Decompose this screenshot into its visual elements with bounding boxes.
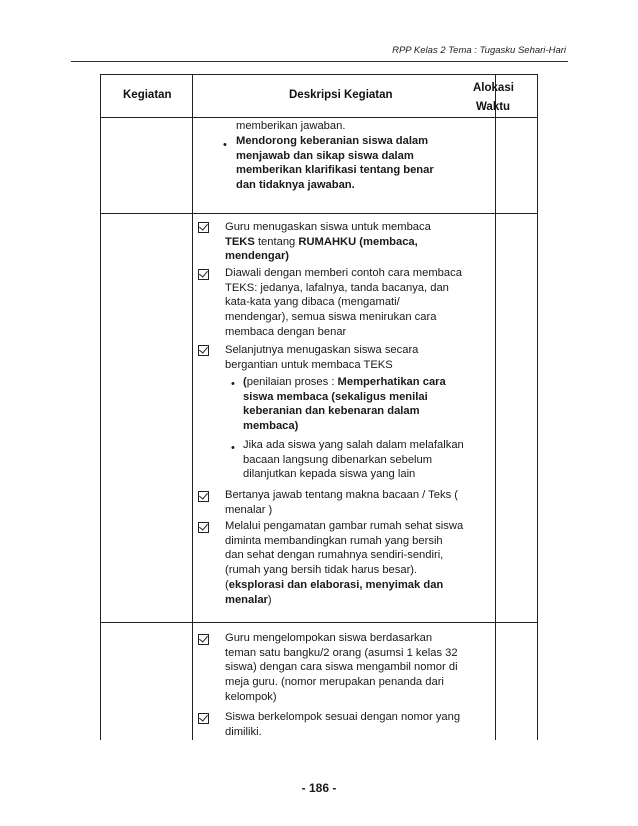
alokasi-line: Alokasi [473,82,514,94]
text-line: dan sehat dengan rumahnya sendiri-sendiri, [225,549,444,562]
text-line: teman satu bangku/2 orang (asumsi 1 kelas 32 [225,646,458,659]
bold-span: Memperhatikan cara [337,376,446,388]
text-line: Diawali dengan memberi contoh cara membaca [225,267,462,279]
text-line [225,593,495,608]
column-header-kegiatan: Kegiatan [123,89,172,101]
checkbox-icon [198,713,209,724]
row-divider [101,622,537,623]
text-line: membaca) [243,420,299,433]
header-divider [101,117,537,118]
bullet-text-bold [236,134,491,193]
text-line: keberanian dan kebenaran dalam [243,405,420,418]
text-line: Guru mengelompokan siswa berdasarkan [225,632,433,644]
text-line: memberikan klarifikasi tentang benar [236,164,434,177]
text-line: memberikan jawaban. [236,120,346,132]
text-line: Mendorong keberanian siswa dalam [236,135,429,147]
bold-span: eksplorasi dan elaborasi, menyimak dan [228,578,444,591]
page-number: - 186 - [301,781,337,795]
text-line: Jika ada siswa yang salah dalam melafalkan [243,439,464,451]
checkbox-icon [198,269,209,280]
bullet-mark: • [231,378,235,390]
bold-span: TEKS [225,235,255,248]
text-line: Guru menugaskan siswa untuk membaca [225,221,431,233]
text-line: kata-kata yang dibaca (mengamati/ [225,296,400,309]
check-item-text [225,631,495,705]
check-item-text [225,220,495,264]
text-line: siswa) dengan cara siswa mengambil nomor di [225,661,458,674]
text-line: bacaan langsung dibenarkan sebelum [243,453,433,466]
checkbox-icon [198,634,209,645]
column-divider [495,75,496,740]
column-header-deskripsi: Deskripsi Kegiatan [289,89,393,101]
bullet-mark: • [223,139,227,151]
text-line: mendengar) [225,250,290,263]
bold-span: RUMAHKU (membaca, [298,235,418,248]
running-header: RPP Kelas 2 Tema : Tugasku Sehari-Hari [392,45,566,56]
sub-bullet-text [243,375,488,434]
row-divider [101,213,537,214]
text-line: bergantian untuk membaca TEKS [225,358,393,371]
text-span: tentang [254,235,299,248]
bold-span: ( [243,376,247,388]
bold-span: menalar [225,593,268,606]
text-line: Siswa berkelompok sesuai dengan nomor yang [225,711,461,723]
bullet-mark: • [231,442,235,454]
text-line: menalar ) [225,503,273,516]
check-item-text [225,488,495,517]
checkbox-icon [198,522,209,533]
text-line: (rumah yang bersih tidak harus besar). [225,564,418,577]
text-line: dimiliki. [225,725,262,738]
text-line: TEKS: jedanya, lafalnya, tanda bacanya, dan [225,281,449,294]
text-span: penilaian proses : [246,376,338,388]
text-line: meja guru. (nomor merupakan penanda dari [225,676,444,689]
text-line: dan tidaknya jawaban. [236,179,355,192]
check-item-text [225,266,495,340]
checkbox-icon [198,491,209,502]
activity-table [100,74,538,740]
continuation-text [236,119,486,134]
text-line: kelompok) [225,690,277,703]
text-line [225,578,495,593]
text-line: dilanjutkan kepada siswa yang lain [243,468,416,481]
text-line: siswa membaca (sekaligus menilai [243,390,428,403]
header-rule [71,61,568,62]
checkbox-icon [198,222,209,233]
checkbox-icon [198,345,209,356]
text-span: ) [267,593,272,606]
check-item-text [225,710,495,739]
alokasi-line: Waktu [476,101,511,113]
text-line: menjawab dan sikap siswa dalam [236,149,414,162]
text-span: ( [225,578,229,591]
text-line: diminta membandingkan rumah yang bersih [225,534,443,547]
text-line [243,375,488,390]
text-line: Selanjutnya menugaskan siswa secara [225,344,419,356]
text-line: Melalui pengamatan gambar rumah sehat siswa [225,520,464,532]
text-line: Bertanya jawab tentang makna bacaan / Teks ( [225,489,459,501]
column-header-alokasi [473,79,537,117]
check-item-text [225,519,495,607]
text-line: mendengar), semua siswa menirukan cara [225,311,437,324]
column-divider [192,75,193,740]
sub-bullet-text [243,438,488,482]
check-item-text [225,343,495,372]
text-line [225,235,495,250]
text-line: membaca dengan benar [225,325,347,338]
